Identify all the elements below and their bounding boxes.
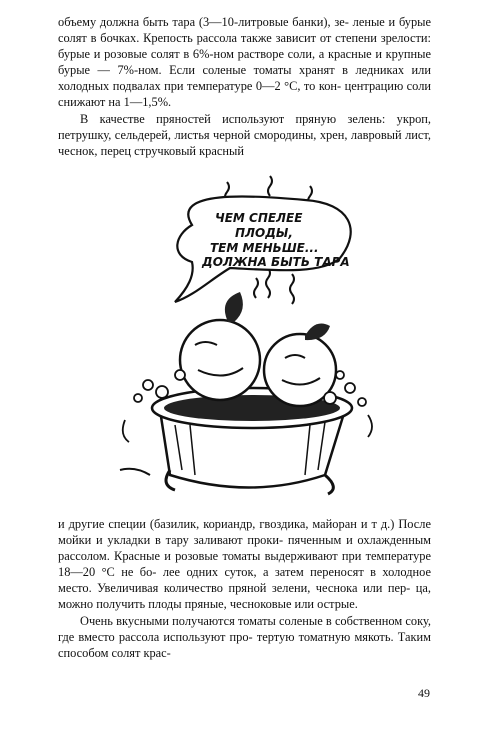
text-line: укроп, петрушку, сельдерей, листья черной смородины,	[58, 111, 431, 142]
text-line: 7%-ном. Если соленые томаты хранят в ледниках или	[117, 63, 431, 78]
speech-bubble	[175, 196, 351, 302]
text-line: пяченным и охлажденным рассолом. Красные и розовые	[58, 533, 431, 564]
text-line: Очень вкусными получаются томаты соленые в	[80, 613, 332, 628]
text-line: тертую томатную мякоть. Таким способом солят крас-	[58, 629, 431, 660]
text-line: В качестве пряностей используют пряную зелень:	[80, 111, 386, 126]
text-line: и т д.) После мойки и укладки в тару заливают проки-	[58, 517, 431, 548]
text-line: центрацию соли снижают на 1—1,5%.	[58, 79, 432, 110]
page-number: 49	[418, 686, 430, 700]
text-line: объему должна быть тара (3—10-литровые банки), зе-	[58, 15, 349, 29]
paragraph-1	[58, 14, 431, 111]
bubble-line-2: ПЛОДЫ,	[235, 226, 293, 240]
text-line: ца, можно получить плоды пряные, чесноковые или	[58, 581, 431, 612]
paragraph-3	[58, 516, 431, 613]
paragraph-4	[58, 613, 431, 661]
text-line: лее одних суток, а затем переносят в холодное место.	[58, 565, 431, 596]
tomato-pot-illustration	[100, 170, 400, 510]
bottom-text-block	[58, 516, 431, 661]
paragraph-2	[58, 111, 431, 159]
text-line: холодных подвалах при температуре 0—2 °С, то кон-	[58, 79, 342, 94]
text-line: острые.	[317, 597, 358, 612]
text-line: Увеличивая количество пряной зелени, чеснока или пер-	[97, 581, 411, 596]
text-line: собственном соку, где вместо рассола используют про-	[58, 613, 431, 644]
text-line: леные и бурые солят в бочках. Крепость рассола также	[58, 15, 431, 46]
bubble-line-4: ДОЛЖНА БЫТЬ ТАРА	[202, 255, 350, 269]
pot-icon	[120, 388, 352, 494]
bubble-line-1: ЧЕМ СПЕЛЕЕ	[215, 211, 303, 225]
text-line: томаты выдерживают при температуре 18—20 °С не бо-	[58, 549, 431, 580]
text-line: хрен, лавровый лист, чеснок, перец стручковый красный	[58, 127, 431, 158]
text-line: зависит от степени зрелости: бурые и розовые солят	[58, 31, 431, 62]
text-line: в 6%-ном растворе соли, а красные и крупные бурые —	[58, 47, 431, 78]
bubble-line-3: ТЕМ МЕНЬШЕ...	[210, 241, 319, 255]
top-text-block	[58, 14, 431, 159]
text-line: и другие специи (базилик, кориандр, гвоздика, майоран	[58, 517, 357, 531]
